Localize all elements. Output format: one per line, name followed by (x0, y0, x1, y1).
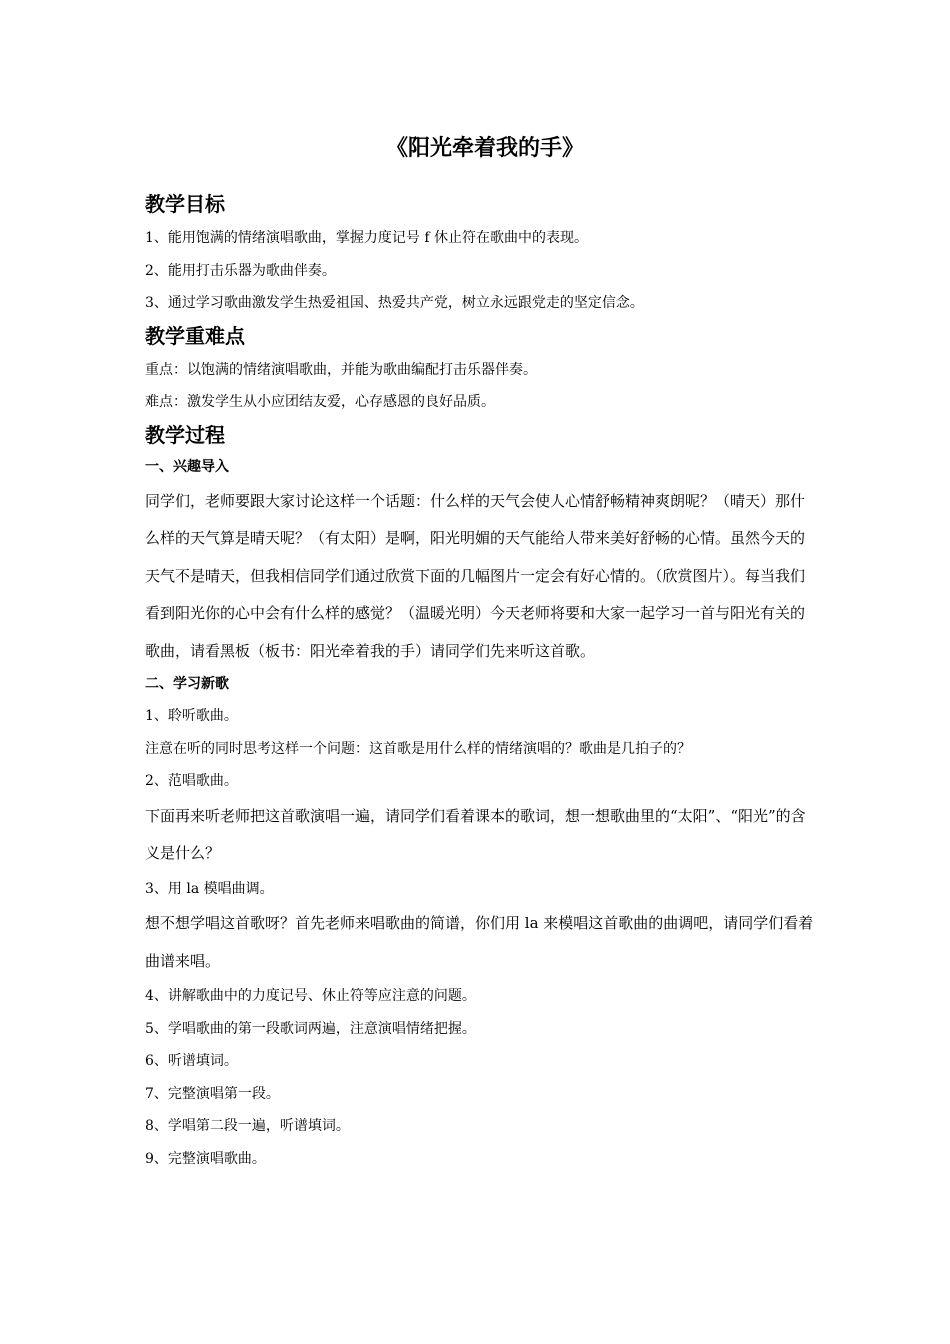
keypoint-item: 重点：以饱满的情绪演唱歌曲，并能为歌曲编配打击乐器伴奏。 (145, 361, 537, 378)
heading-keypoints: 教学重难点 (145, 323, 245, 348)
subheading-intro: 一、兴趣导入 (145, 458, 229, 475)
step-item: 7、完整演唱第一段。 (145, 1085, 280, 1102)
step-item: 1、聆听歌曲。 (145, 708, 238, 724)
goal-item: 1、能用饱满的情绪演唱歌曲，掌握力度记号 f 休止符在歌曲中的表现。 (145, 230, 588, 246)
step-item: 注意在听的同时思考这样一个问题：这首歌是用什么样的情绪演唱的？歌曲是几拍子的？ (145, 740, 691, 757)
document-body (145, 132, 815, 1175)
intro-paragraph: 同学们，老师要跟大家讨论这样一个话题：什么样的天气会使人心情舒畅精神爽朗呢？（晴天）那什么样的天气算是晴天呢？（有太阳）是啊，阳光明媚的天气能给人带来美好舒畅的心情。虽然今天的天气不是晴天，但我相信同学们通过欣赏下面的几幅图片一定会有好心情的。（欣赏图片）。每当我们看到阳光你的心中会有什么样的感觉？（温暖光明）今天老师将要和大家一起学习一首与阳光有关的歌曲，请看黑板（板书：阳光牵着我的手）请同学们先来听这首歌。 (145, 491, 806, 660)
document-title: 《阳光牵着我的手》 (385, 136, 584, 161)
step-item: 8、学唱第二段一遍，听谱填词。 (145, 1118, 350, 1134)
step-item: 下面再来听老师把这首歌演唱一遍，请同学们看着课本的歌词，想一想歌曲里的“太阳”、“阳光”的含义是什么？ (145, 806, 806, 862)
heading-process: 教学过程 (145, 422, 225, 447)
step-item: 2、范唱歌曲。 (145, 773, 238, 789)
step-item: 5、学唱歌曲的第一段歌词两遍，注意演唱情绪把握。 (145, 1020, 476, 1037)
step-item: 6、听谱填词。 (145, 1053, 238, 1069)
step-item: 想不想学唱这首歌呀？首先老师来唱歌曲的简谱，你们用 la 来模唱这首歌曲的曲调吧，请同学们看着曲谱来唱。 (145, 914, 814, 970)
step-item: 4、讲解歌曲中的力度记号、休止符等应注意的问题。 (145, 988, 476, 1004)
step-item: 9、完整演唱歌曲。 (145, 1150, 266, 1167)
keypoint-item: 难点：激发学生从小应团结友爱，心存感恩的良好品质。 (145, 394, 495, 410)
step-item: 3、用 la 模唱曲调。 (145, 880, 274, 897)
goal-item: 2、能用打击乐器为歌曲伴奏。 (145, 262, 336, 279)
heading-goals: 教学目标 (145, 192, 225, 216)
goal-item: 3、通过学习歌曲激发学生热爱祖国、热爱共产党，树立永远跟党走的坚定信念。 (145, 295, 644, 311)
subheading-newsong: 二、学习新歌 (145, 676, 229, 692)
